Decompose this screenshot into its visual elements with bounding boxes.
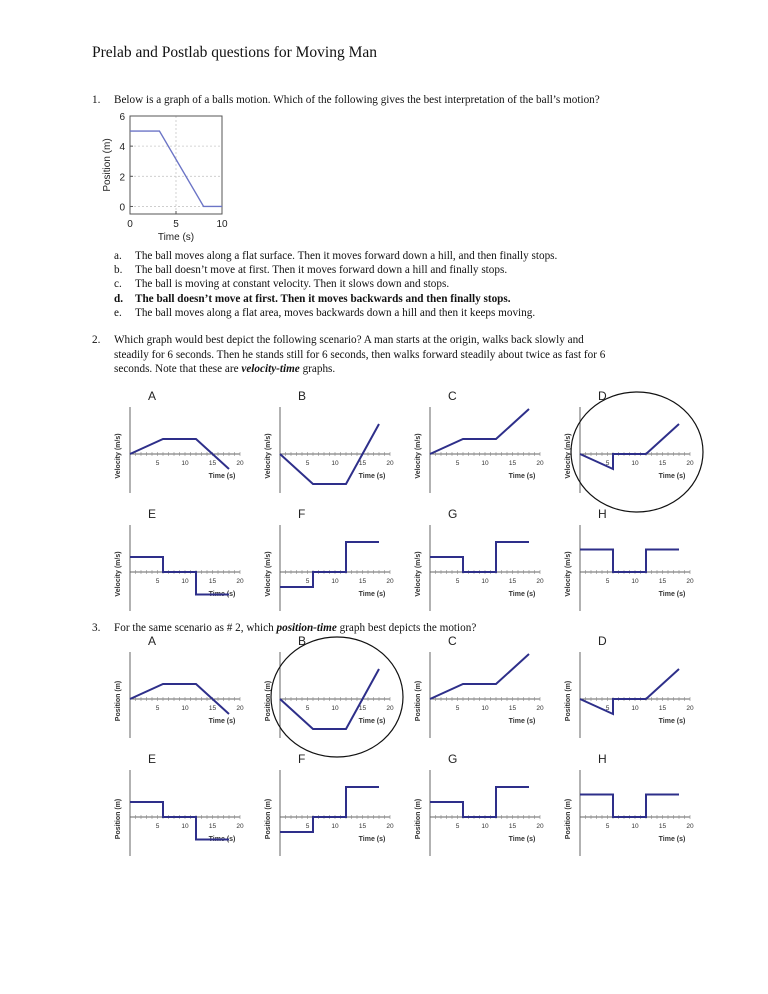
panel-label: B <box>298 634 307 648</box>
y-axis-label: Velocity (m/s) <box>565 433 572 479</box>
x-tick-label: 5 <box>305 823 310 830</box>
x-tick-label: 10 <box>481 823 489 830</box>
x-tick-label: 20 <box>686 460 694 467</box>
panel-label: C <box>448 389 457 403</box>
panel-label: D <box>598 634 607 648</box>
option-text: The ball moves along a flat surface. Then it moves forward down a hill, and then finally stops. <box>135 250 558 262</box>
y-axis-label: Velocity (m/s) <box>415 551 422 597</box>
x-tick-label: 20 <box>536 705 544 712</box>
panel-label: G <box>448 507 458 521</box>
option-letter: b. <box>114 264 123 277</box>
y-axis-label: Velocity (m/s) <box>115 551 122 597</box>
question-text-line-1: Which graph would best depict the following scenario? A man starts at the origin, walks back slowly and <box>114 334 584 346</box>
text-run: graphs. <box>299 363 336 375</box>
x-tick-label: 20 <box>686 578 694 585</box>
x-tick-label: 15 <box>208 705 217 712</box>
y-axis-label: Position (m) <box>102 138 113 192</box>
x-tick-label: 5 <box>455 705 460 712</box>
graph-panel-a <box>115 634 244 738</box>
panel-label: B <box>298 389 307 403</box>
y-axis-label: Velocity (m/s) <box>265 551 272 597</box>
x-axis-label: Time (s) <box>208 718 236 725</box>
option-letter: e. <box>114 306 122 319</box>
graph-panel-g <box>415 752 544 856</box>
option-letter: d. <box>114 292 124 305</box>
x-tick-label: 15 <box>658 578 667 585</box>
series-line <box>430 787 529 817</box>
graph-panel-f <box>265 752 394 856</box>
x-tick-label: 20 <box>536 460 544 467</box>
question-text-line-3 <box>92 362 605 377</box>
x-tick-label: 15 <box>508 823 517 830</box>
x-tick-label: 15 <box>508 578 517 585</box>
x-tick-label: 5 <box>155 705 160 712</box>
y-axis-label: Position (m) <box>265 680 272 722</box>
x-tick-label: 5 <box>455 578 460 585</box>
x-tick-label: 20 <box>386 578 394 585</box>
y-axis-label: Velocity (m/s) <box>565 551 572 597</box>
x-tick-label: 5 <box>173 219 179 230</box>
panel-label: F <box>298 752 306 766</box>
x-tick-label: 5 <box>605 460 610 467</box>
x-tick-label: 5 <box>605 705 610 712</box>
x-axis-label: Time (s) <box>658 718 686 725</box>
series-line <box>580 795 679 818</box>
y-axis-label: Velocity (m/s) <box>265 433 272 479</box>
text-run: seconds. Note that these are <box>114 363 242 375</box>
x-tick-label: 15 <box>508 705 517 712</box>
x-tick-label: 15 <box>658 823 667 830</box>
panel-label: E <box>148 507 157 521</box>
x-tick-label: 10 <box>481 705 489 712</box>
y-tick-label: 2 <box>119 172 125 184</box>
x-tick-label: 5 <box>305 705 310 712</box>
x-tick-label: 20 <box>236 705 244 712</box>
x-tick-label: 15 <box>658 460 667 467</box>
panel-label: A <box>148 634 157 648</box>
x-tick-label: 15 <box>358 823 367 830</box>
y-tick-label: 4 <box>119 142 125 154</box>
x-tick-label: 10 <box>181 460 189 467</box>
answer-option-b <box>114 263 557 277</box>
y-tick-label: 0 <box>119 202 125 214</box>
x-axis-label: Time (s) <box>358 473 386 480</box>
answer-option-c <box>114 277 557 291</box>
x-tick-label: 20 <box>686 705 694 712</box>
emphasis: position-time <box>276 622 337 634</box>
series-line <box>580 550 679 573</box>
question-2 <box>92 333 605 377</box>
series-line <box>430 654 529 699</box>
question-number: 3. <box>92 622 101 634</box>
answer-option-a <box>114 249 557 263</box>
panel-label: A <box>148 389 157 403</box>
graph-panel-f <box>265 507 394 611</box>
x-tick-label: 10 <box>631 705 639 712</box>
x-tick-label: 5 <box>305 460 310 467</box>
panel-label: C <box>448 634 457 648</box>
graph-panel-c <box>415 634 544 738</box>
x-axis-label: Time (s) <box>157 232 195 243</box>
x-tick-label: 15 <box>208 578 217 585</box>
x-tick-label: 10 <box>331 578 339 585</box>
x-axis-label: Time (s) <box>208 836 236 843</box>
y-axis-label: Position (m) <box>565 798 572 840</box>
text-run: graph best depicts the motion? <box>336 622 477 634</box>
x-tick-label: 20 <box>536 578 544 585</box>
x-tick-label: 20 <box>386 460 394 467</box>
x-axis-label: Time (s) <box>508 836 536 843</box>
x-tick-label: 15 <box>358 578 367 585</box>
page-title: Prelab and Postlab questions for Moving Man <box>92 44 378 61</box>
x-tick-label: 20 <box>536 823 544 830</box>
x-tick-label: 15 <box>658 705 667 712</box>
x-tick-label: 10 <box>331 823 339 830</box>
y-axis-label: Position (m) <box>415 680 422 722</box>
y-tick-label: 6 <box>119 112 125 123</box>
panel-label: H <box>598 507 607 521</box>
question-text: Below is a graph of a balls motion. Which of the following gives the best interpretation of the ball’s motion? <box>114 94 600 106</box>
answer-option-d <box>114 292 557 306</box>
x-tick-label: 5 <box>605 578 610 585</box>
y-axis-label: Position (m) <box>265 798 272 840</box>
x-tick-label: 10 <box>631 578 639 585</box>
q3-position-graphs <box>100 630 720 860</box>
question-text-line-2: steadily for 6 seconds. Then he stands still for 6 seconds, then walks forward steadily about twice as fast for 6 <box>114 348 606 361</box>
x-tick-label: 15 <box>508 460 517 467</box>
x-tick-label: 5 <box>455 460 460 467</box>
panel-label: H <box>598 752 607 766</box>
graph-panel-c <box>415 389 544 493</box>
x-tick-label: 20 <box>236 578 244 585</box>
panel-label: F <box>298 507 306 521</box>
option-text: The ball moves along a flat area, moves backwards down a hill and then it keeps moving. <box>135 306 536 319</box>
x-tick-label: 5 <box>155 578 160 585</box>
x-axis-label: Time (s) <box>358 718 386 725</box>
panel-label: G <box>448 752 458 766</box>
graph-panel-e <box>115 507 244 611</box>
graph-panel-h <box>565 752 694 856</box>
x-tick-label: 20 <box>386 705 394 712</box>
x-tick-label: 5 <box>155 823 160 830</box>
answer-option-e <box>114 306 557 320</box>
graph-panel-a <box>115 389 244 493</box>
x-axis-label: Time (s) <box>508 473 536 480</box>
x-tick-label: 10 <box>631 823 639 830</box>
option-letter: a. <box>114 250 122 262</box>
x-tick-label: 10 <box>181 823 189 830</box>
x-axis-label: Time (s) <box>358 591 386 598</box>
panel-label: E <box>148 752 157 766</box>
x-tick-label: 10 <box>181 578 189 585</box>
series-line <box>430 409 529 454</box>
x-tick-label: 15 <box>208 460 217 467</box>
x-axis-label: Time (s) <box>658 473 686 480</box>
x-tick-label: 10 <box>631 460 639 467</box>
y-axis-label: Velocity (m/s) <box>415 433 422 479</box>
q2-velocity-graphs <box>100 385 720 615</box>
x-tick-label: 15 <box>358 460 367 467</box>
x-axis-label: Time (s) <box>208 473 236 480</box>
x-tick-label: 10 <box>331 460 339 467</box>
q1-options <box>114 249 557 320</box>
x-tick-label: 20 <box>236 823 244 830</box>
x-tick-label: 15 <box>358 705 367 712</box>
series-line <box>130 802 229 840</box>
graph-panel-e <box>115 752 244 856</box>
x-tick-label: 0 <box>127 219 133 230</box>
question-number: 1. <box>92 94 101 106</box>
graph-panel-b <box>265 389 394 493</box>
question-1 <box>92 93 600 108</box>
x-tick-label: 20 <box>236 460 244 467</box>
x-tick-label: 5 <box>155 460 160 467</box>
x-axis-label: Time (s) <box>658 836 686 843</box>
panel-label: D <box>598 389 607 403</box>
x-tick-label: 15 <box>208 823 217 830</box>
x-axis-label: Time (s) <box>508 718 536 725</box>
x-tick-label: 10 <box>481 460 489 467</box>
x-axis-label: Time (s) <box>358 836 386 843</box>
series-line <box>430 542 529 572</box>
option-letter: c. <box>114 278 122 291</box>
x-tick-label: 20 <box>386 823 394 830</box>
x-tick-label: 5 <box>605 823 610 830</box>
x-tick-label: 20 <box>686 823 694 830</box>
series-line <box>130 557 229 595</box>
y-axis-label: Position (m) <box>115 798 122 840</box>
graph-panel-b <box>265 634 403 757</box>
x-tick-label: 10 <box>481 578 489 585</box>
graph-panel-h <box>565 507 694 611</box>
option-text: The ball is moving at constant velocity. Then it slows down and stops. <box>135 278 450 291</box>
graph-panel-d <box>565 389 703 512</box>
x-axis-label: Time (s) <box>208 591 236 598</box>
option-text: The ball doesn’t move at first. Then it moves forward down a hill and finally stops. <box>135 264 508 277</box>
y-axis-label: Position (m) <box>415 798 422 840</box>
x-tick-label: 10 <box>181 705 189 712</box>
x-axis-label: Time (s) <box>658 591 686 598</box>
graph-panel-d <box>565 634 694 738</box>
q1-position-graph <box>92 108 252 248</box>
text-run: For the same scenario as # 2, which <box>114 622 277 634</box>
question-number: 2. <box>92 334 101 346</box>
y-axis-label: Position (m) <box>565 680 572 722</box>
x-tick-label: 10 <box>216 219 228 230</box>
x-tick-label: 5 <box>455 823 460 830</box>
y-axis-label: Velocity (m/s) <box>115 433 122 479</box>
y-axis-label: Position (m) <box>115 680 122 722</box>
graph-panel-g <box>415 507 544 611</box>
x-tick-label: 10 <box>331 705 339 712</box>
emphasis: velocity-time <box>241 363 300 375</box>
x-axis-label: Time (s) <box>508 591 536 598</box>
x-tick-label: 5 <box>305 578 310 585</box>
option-text: The ball doesn’t move at first. Then it moves backwards and then finally stops. <box>135 292 511 305</box>
